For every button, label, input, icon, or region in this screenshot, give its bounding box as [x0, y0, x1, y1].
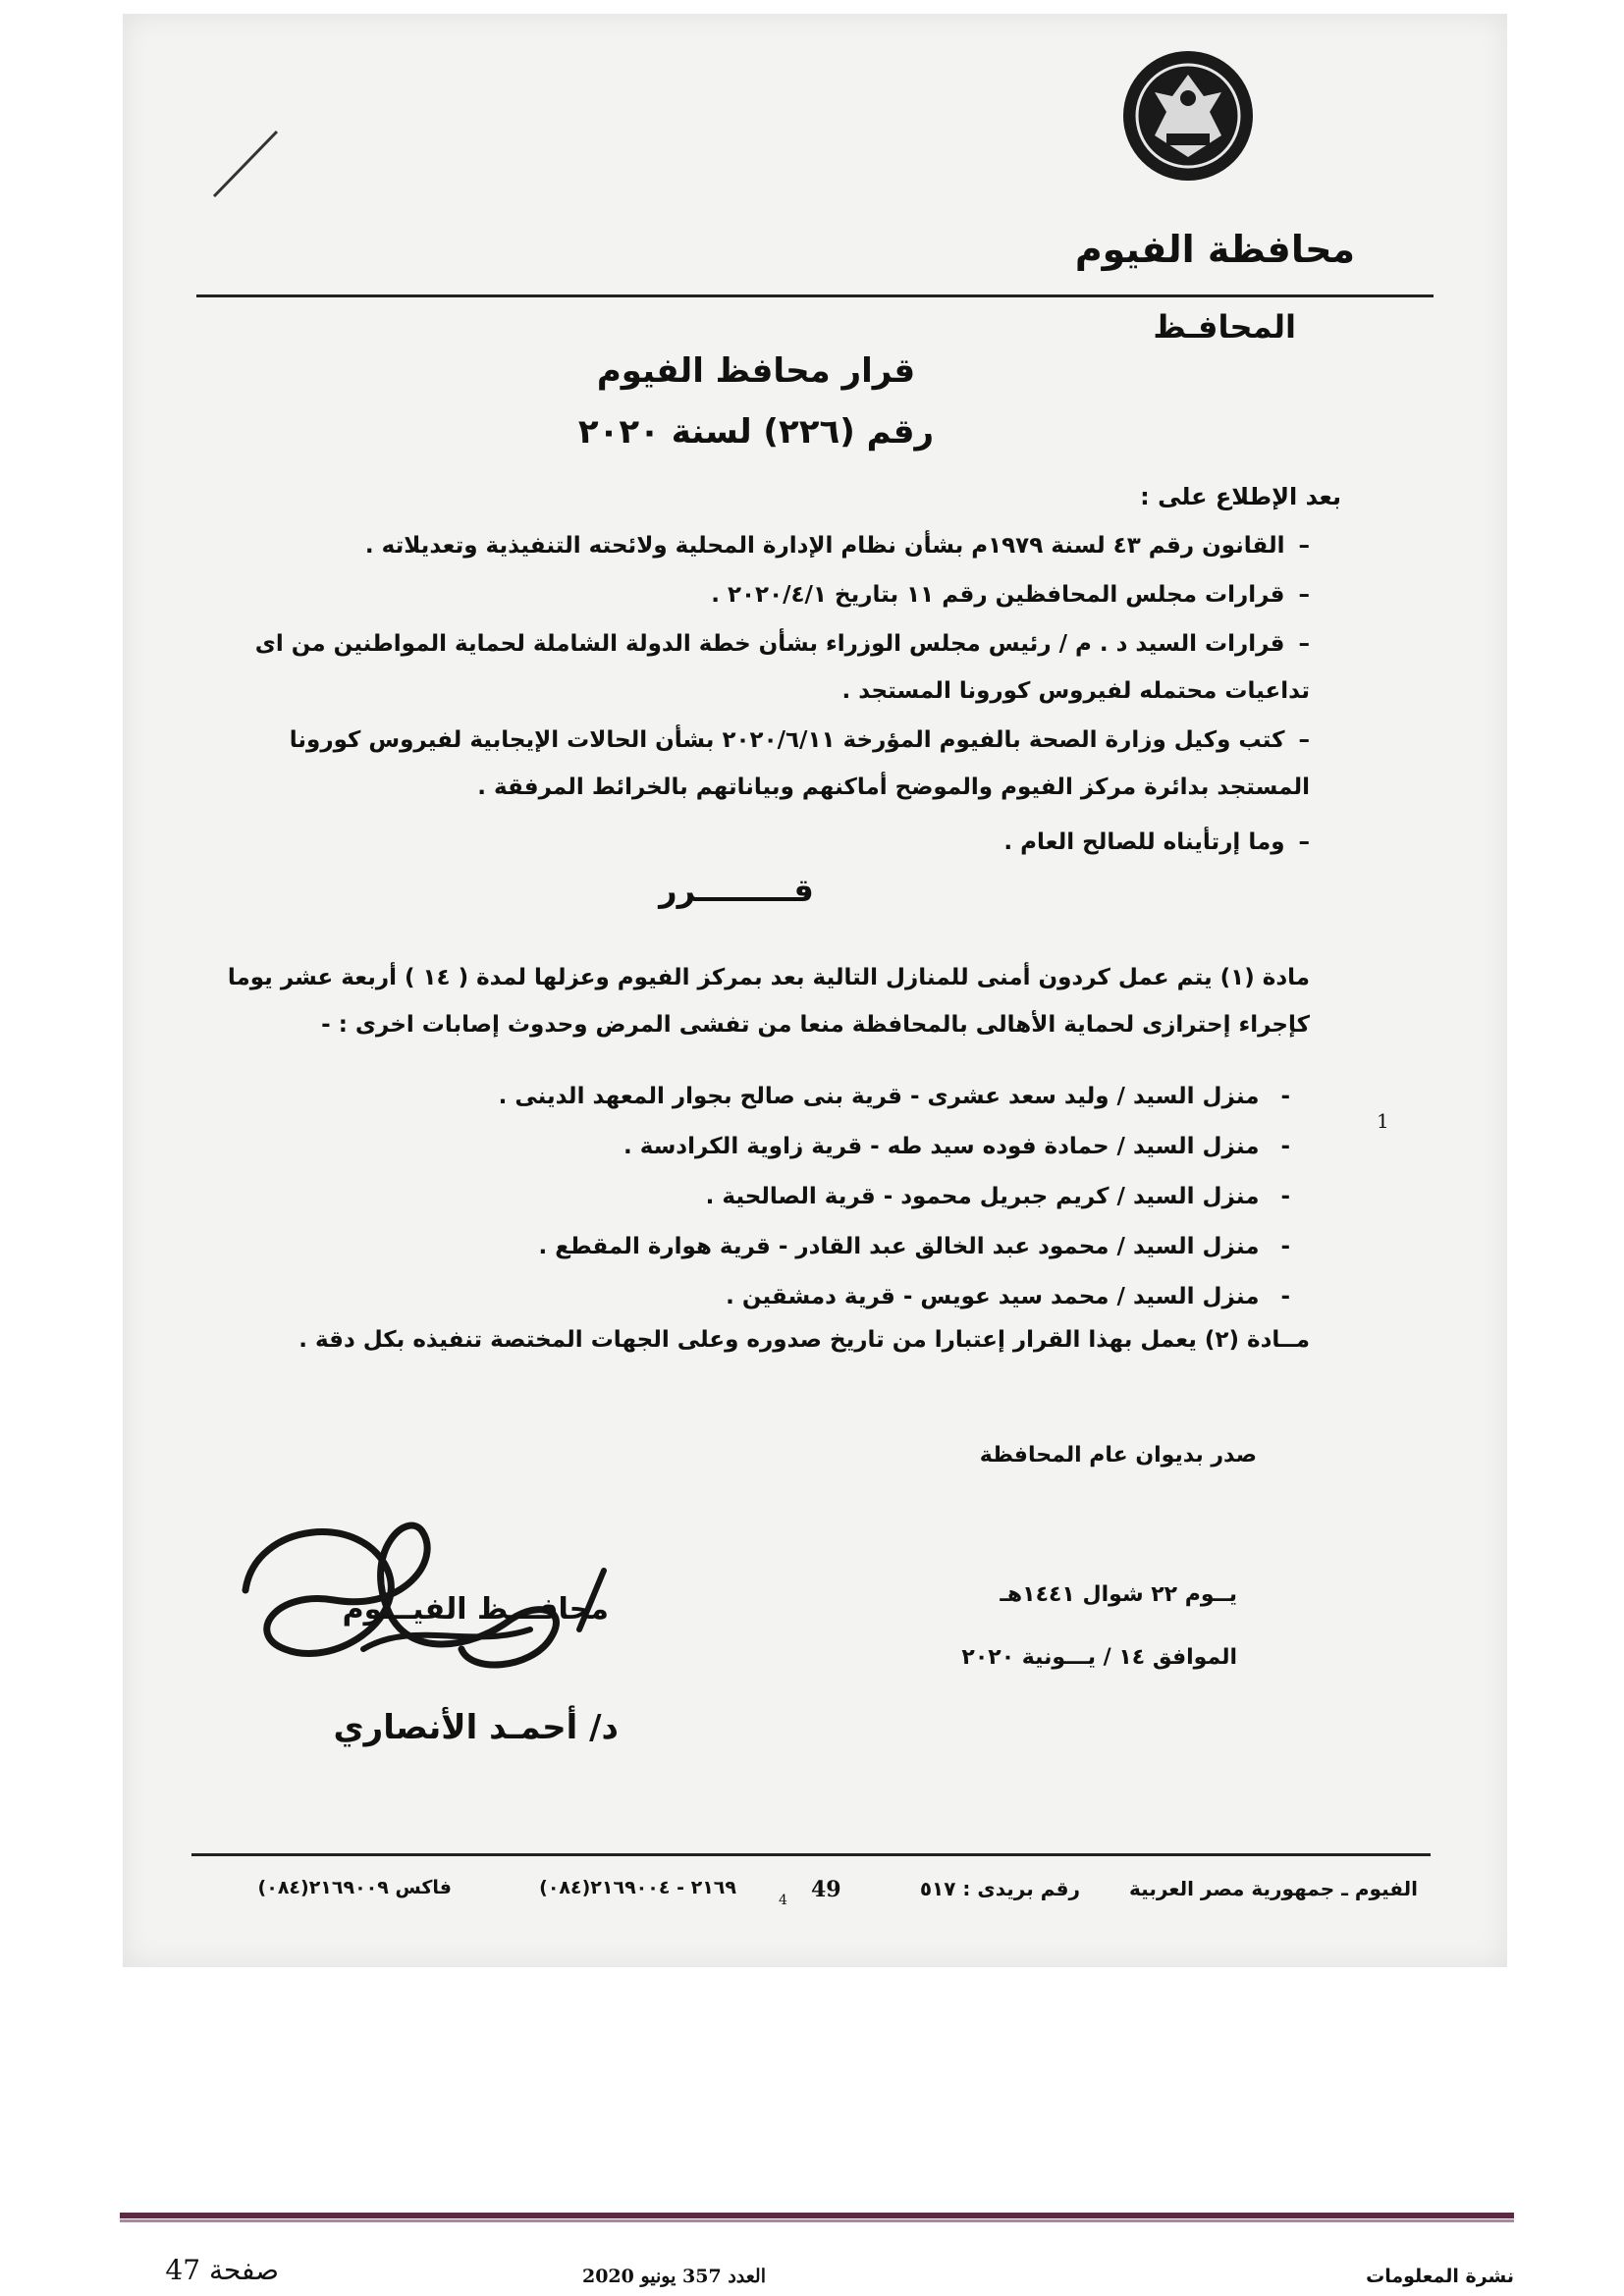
- list-item: -منزل السيد / محمود عبد الخالق عبد القادر - قرية هوارة المقطع .: [538, 1234, 1290, 1259]
- gregorian-date: الموافق ١٤ / يـــونية ٢٠٢٠: [961, 1645, 1237, 1670]
- decree-number: رقم (٢٢٦) لسنة ٢٠٢٠: [577, 412, 935, 452]
- header-divider: [196, 294, 1434, 297]
- footer-address: الفيوم ـ جمهورية مصر العربية: [1129, 1877, 1418, 1900]
- list-item: -منزل السيد / حمادة فوده سيد طه - قرية زاوية الكرادسة .: [623, 1134, 1290, 1159]
- footer-po-box: رقم بريدى : ٥١٧: [919, 1877, 1080, 1900]
- decree-title: قرار محافظ الفيوم: [596, 351, 916, 391]
- decided-heading: قـــــــــرر: [659, 872, 814, 909]
- hijri-date: يــوم ٢٢ شوال ١٤٤١هـ: [1000, 1582, 1237, 1607]
- side-number: 1: [1377, 1109, 1389, 1133]
- footer-fax: فاكس ٢١٦٩٠٠٩(٠٨٤): [257, 1877, 452, 1898]
- signatory-name: د/ أحمـد الأنصاري: [333, 1708, 619, 1747]
- reference-item: –كتب وكيل وزارة الصحة بالفيوم المؤرخة ٢٠٢٠/٦/١١ بشأن الحالات الإيجابية لفيروس كورونا المستجد بدائرة مركز الفيوم والموضح أماكنهم وبياناتهم بالخرائط المرفقة .: [289, 727, 1310, 800]
- reference-item: –قرارات السيد د . م / رئيس مجلس الوزراء بشأن خطة الدولة الشاملة لحماية المواطنين من اى تداعيات محتمله لفيروس كورونا المستجد .: [254, 631, 1310, 704]
- footer-phones: ٢١٦٩ - ٢١٦٩٠٠٤(٠٨٤): [539, 1877, 736, 1898]
- bulletin-rule: [120, 2213, 1514, 2218]
- reference-item: –قرارات مجلس المحافظين رقم ١١ بتاريخ ٢٠٢٠/٤/١ .: [711, 582, 1310, 608]
- bulletin-rule-light: [120, 2219, 1514, 2222]
- houses-list: [406, 1072, 1290, 1322]
- issued-at: صدر بديوان عام المحافظة: [979, 1443, 1257, 1468]
- reference-item: –القانون رقم ٤٣ لسنة ١٩٧٩م بشأن نظام الإدارة المحلية ولائحته التنفيذية وتعديلاته .: [364, 533, 1310, 559]
- bulletin-name: نشرة المعلومات: [1366, 2266, 1514, 2287]
- bulletin-issue: العدد 357 يونيو 2020: [581, 2266, 766, 2287]
- article-1: مادة (١) يتم عمل كردون أمنى للمنازل التالية بعد بمركز الفيوم وعزلها لمدة ( ١٤ ) أربعة عشر يوما كإجراء إحترازى لحماية الأهالى بالمحافظة منعا من تفشى المرض وحدوث إصابات اخرى : -: [227, 965, 1310, 1038]
- list-item: -منزل السيد / كريم جبريل محمود - قرية الصالحية .: [705, 1184, 1290, 1209]
- footer-divider: [191, 1853, 1431, 1856]
- list-item: -منزل السيد / محمد سيد عويس - قرية دمشقين .: [726, 1284, 1290, 1309]
- governorate-name: محافظة الفيوم: [1074, 228, 1355, 271]
- signatory-title: محافـــظ الفيـــوم: [342, 1592, 609, 1627]
- preamble-intro: بعد الإطلاع على :: [1140, 483, 1341, 510]
- pen-stroke-mark: [208, 126, 287, 204]
- list-item: -منزل السيد / وليد سعد عشرى - قرية بنى صالح بجوار المعهد الدينى .: [498, 1084, 1290, 1109]
- article-2: مــادة (٢) يعمل بهذا القرار إعتبارا من تاريخ صدوره وعلى الجهات المختصة تنفيذه بكل دقة .: [298, 1327, 1310, 1353]
- bulletin-page-number: صفحة 47: [165, 2254, 279, 2286]
- page-stamp-number: 49: [811, 1877, 841, 1902]
- governorate-emblem-icon: [1119, 47, 1257, 185]
- page-stamp-small: 4: [779, 1893, 787, 1908]
- reference-item: –وما إرتأيناه للصالح العام .: [1003, 829, 1310, 855]
- governor-heading: المحافـظ: [1153, 308, 1296, 346]
